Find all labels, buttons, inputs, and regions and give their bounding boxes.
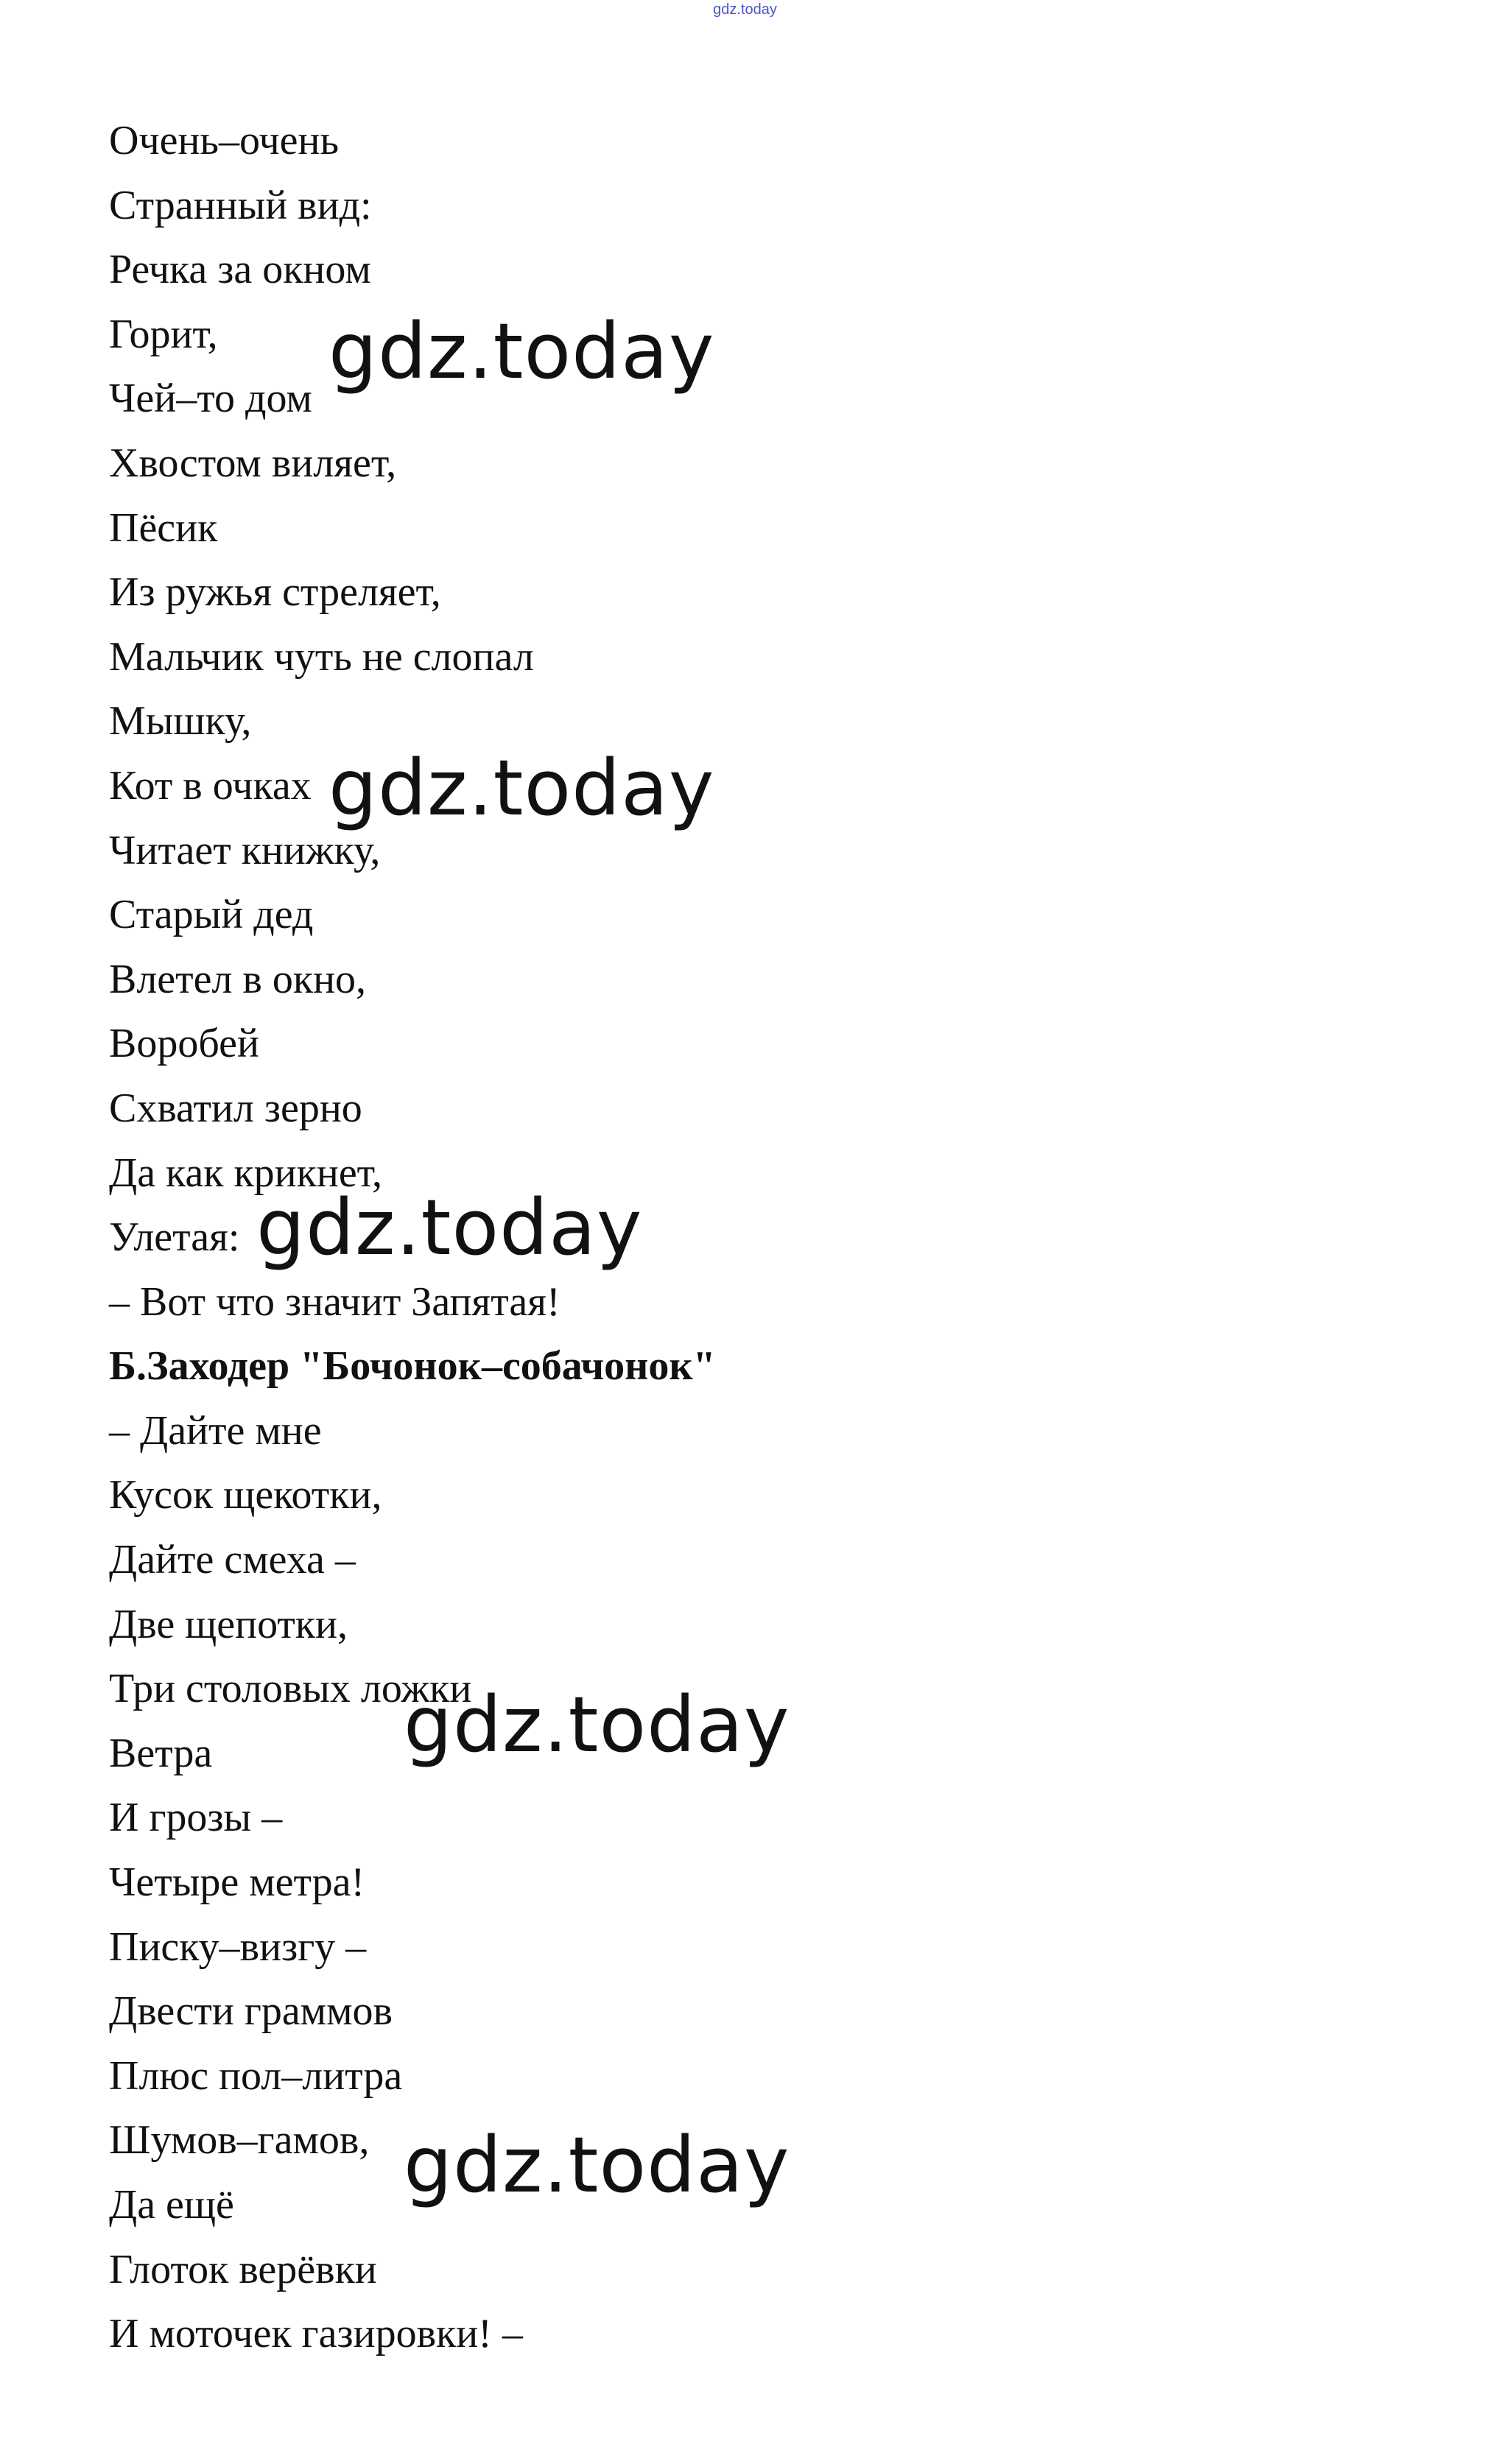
poem-line: Две щепотки, xyxy=(109,1601,348,1647)
poem-line: Ветра xyxy=(109,1730,213,1776)
poem-line: Влетел в окно, xyxy=(109,956,367,1002)
poem-line: Хвостом виляет, xyxy=(109,440,397,486)
poem-line: Шумов–гамов, xyxy=(109,2117,370,2164)
poem-line: Старый дед xyxy=(109,892,314,938)
poem-line: – Вот что значит Запятая! xyxy=(109,1278,560,1325)
poem-line: Мышку, xyxy=(109,698,252,745)
poem-line: Глоток верёвки xyxy=(109,2246,377,2292)
watermark: gdz.today xyxy=(328,743,715,833)
poem-line: Чей–то дом xyxy=(109,376,312,422)
poem-line: Схватил зерно xyxy=(109,1085,362,1131)
header-watermark: gdz.today xyxy=(713,1,777,18)
poem-heading: Б.Заходер "Бочонок–собачонок" xyxy=(109,1343,716,1390)
poem-line: Кот в очках xyxy=(109,762,312,809)
poem-line: Читает книжку, xyxy=(109,827,381,873)
poem-line: Речка за окном xyxy=(109,247,371,293)
poem-line: Писку–визгу – xyxy=(109,1923,367,1970)
poem-line: Да ещё xyxy=(109,2182,234,2228)
watermark: gdz.today xyxy=(328,306,715,396)
poem-line: Мальчик чуть не слопал xyxy=(109,633,534,680)
poem-line: И грозы – xyxy=(109,1795,283,1841)
poem-line: И моточек газировки! – xyxy=(109,2311,523,2357)
watermark: gdz.today xyxy=(256,1183,643,1273)
poem-line: Дайте смеха – xyxy=(109,1537,356,1583)
poem-line: Воробей xyxy=(109,1021,259,1067)
poem-line: Четыре метра! xyxy=(109,1859,365,1906)
poem-line: Горит, xyxy=(109,311,218,357)
poem-line: Пёсик xyxy=(109,504,218,551)
poem-line: Из ружья стреляет, xyxy=(109,569,441,616)
watermark: gdz.today xyxy=(404,2120,790,2210)
poem-line: Три столовых ложки xyxy=(109,1666,472,1712)
poem-line: Очень–очень xyxy=(109,118,340,163)
watermark: gdz.today xyxy=(404,1680,790,1770)
poem-line: Кусок щекотки, xyxy=(109,1472,382,1518)
poem-line: Двести граммов xyxy=(109,1988,393,2035)
poem-line: Плюс пол–литра xyxy=(109,2052,403,2099)
poem-line: Улетая: xyxy=(109,1214,240,1261)
poem-line: Странный вид: xyxy=(109,182,372,228)
poem-line: – Дайте мне xyxy=(109,1407,322,1454)
poem-line: Да как крикнет, xyxy=(109,1150,382,1196)
